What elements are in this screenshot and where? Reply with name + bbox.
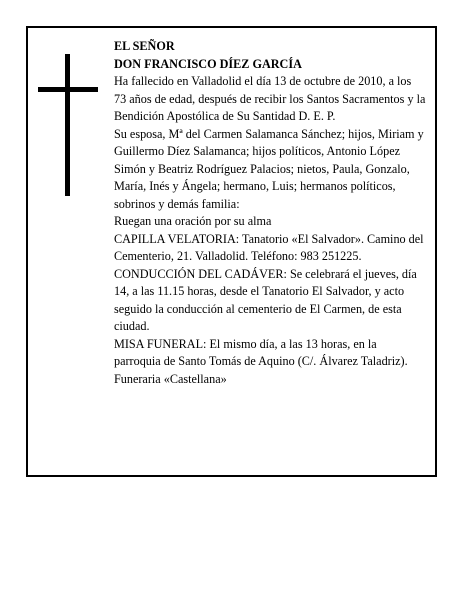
obituary-text	[114, 38, 426, 388]
family-paragraph: Su esposa, Mª del Carmen Salamanca Sánchez; hijos, Miriam y Guillermo Díez Salamanca; hijos políticos, Antonio López Simón y Beatriz Rodríguez Palacios; nietos, Paula, Gonzalo, María, Inés y Ángela; hermano, Luis; hermanos políticos, sobrinos y demás familia:	[114, 126, 424, 211]
cross-horizontal-bar	[38, 87, 98, 92]
cross-icon	[38, 54, 98, 196]
mass-paragraph	[114, 336, 426, 371]
funeral-home-line: Funeraria «Castellana»	[114, 371, 227, 386]
procession-label: CONDUCCIÓN DEL CADÁVER:	[114, 266, 287, 281]
procession-paragraph	[114, 266, 426, 336]
cross-vertical-bar	[65, 54, 70, 196]
chapel-details: Tanatorio «El Salvador». Camino del Cementerio, 21. Valladolid. Teléfono: 983 251225.	[114, 231, 424, 263]
prayer-line: Ruegan una oración por su alma	[114, 214, 272, 228]
chapel-paragraph	[114, 231, 426, 266]
notice-title: EL SEÑOR	[114, 39, 175, 53]
mass-details: El mismo día, a las 13 horas, en la parroquia de Santo Tomás de Aquino (C/. Álvarez Taladriz).	[114, 336, 408, 368]
mass-label: MISA FUNERAL:	[114, 336, 207, 351]
chapel-label: CAPILLA VELATORIA:	[114, 231, 240, 246]
death-notice-paragraph: Ha fallecido en Valladolid el día 13 de octubre de 2010, a los 73 años de edad, después de recibir los Santos Sacramentos y la Bendición Apostólica de Su Santidad D. E. P.	[114, 74, 426, 123]
procession-details: Se celebrará el jueves, día 14, a las 11.15 horas, desde el Tanatorio El Salvador, y acto seguido la conducción al cementerio de El Carmen, de esta ciudad.	[114, 266, 417, 333]
deceased-name: DON FRANCISCO DÍEZ GARCÍA	[114, 56, 302, 71]
